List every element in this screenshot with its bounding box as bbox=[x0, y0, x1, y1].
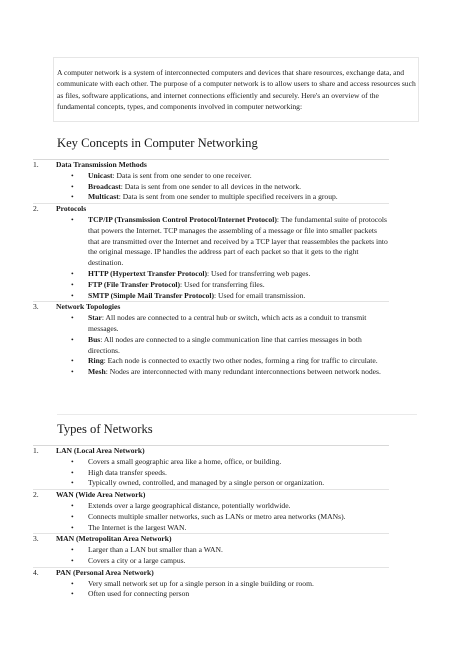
bullet-text: Often used for connecting person bbox=[88, 589, 190, 599]
bullet-text: : Used for email transmission. bbox=[214, 290, 306, 300]
bullet-text: : All nodes are connected to a single communication line that carries messages in both directions. bbox=[88, 334, 362, 355]
intro-paragraph: A computer network is a system of interconnected computers and devices that share resources, exchange data, and communicate with each other. The purpose of a computer network is to allow users to share and access resources such as files, software applications, and internet connections efficiently and securely. Here's an overview of the fundamental concepts, types, and components involved in computer networking: bbox=[57, 68, 416, 112]
item-title: MAN (Metropolitan Area Network) bbox=[56, 534, 172, 544]
item-number: 2. bbox=[33, 490, 39, 500]
bullet-item bbox=[69, 556, 389, 567]
item-title: Network Topologies bbox=[56, 302, 121, 312]
item-number: 4. bbox=[33, 567, 39, 577]
bullet-text: Very small network set up for a single person in a single building or room. bbox=[88, 578, 314, 588]
item-title: WAN (Wide Area Network) bbox=[56, 490, 146, 500]
bullet-term: Mesh bbox=[88, 367, 106, 377]
numbered-item bbox=[33, 203, 389, 301]
bullet-icon: • bbox=[71, 578, 74, 588]
bullet-term: HTTP (Hypertext Transfer Protocol) bbox=[88, 268, 208, 278]
bullet-text: Extends over a large geographical distance, potentially worldwide. bbox=[88, 500, 291, 510]
bullet-text: Covers a city or a large campus. bbox=[88, 555, 186, 565]
bullet-list bbox=[33, 313, 389, 378]
item-number: 3. bbox=[33, 302, 39, 312]
numbered-item bbox=[33, 445, 389, 489]
numbered-item bbox=[33, 301, 389, 378]
key-concepts-list bbox=[33, 159, 389, 378]
bullet-item bbox=[69, 356, 389, 367]
bullet-item bbox=[69, 182, 389, 193]
heading-key-concepts: Key Concepts in Computer Networking bbox=[57, 136, 258, 150]
item-number: 1. bbox=[33, 160, 39, 169]
bullet-text: : The fundamental suite of protocols that powers the Internet. TCP manages the assembling of a message or file into smaller packets that are transmitted over the Internet and received by a TCP layer that reassembles the packets into the original message. IP handles the address part of each packet so that it gets to the right destination. bbox=[88, 214, 388, 268]
bullet-text: : Nodes are interconnected with many redundant interconnections between network nodes. bbox=[105, 367, 381, 377]
bullet-term: TCP/IP (Transmission Control Protocol/Internet Protocol) bbox=[88, 214, 277, 224]
bullet-icon: • bbox=[71, 192, 74, 202]
bullet-item bbox=[69, 291, 389, 302]
bullet-text: Connects multiple smaller networks, such as LANs or metro area networks (MANs). bbox=[88, 511, 346, 521]
bullet-item bbox=[69, 367, 389, 378]
bullet-list bbox=[33, 215, 389, 301]
bullet-icon: • bbox=[71, 268, 74, 278]
bullet-text: : Data is sent from one sender to all devices in the network. bbox=[120, 181, 302, 191]
bullet-term: Bus bbox=[88, 334, 101, 344]
bullet-list bbox=[33, 171, 389, 203]
bullet-list bbox=[33, 545, 389, 567]
bullet-icon: • bbox=[71, 170, 74, 180]
bullet-item bbox=[69, 171, 389, 182]
bullet-item bbox=[69, 523, 389, 534]
bullet-icon: • bbox=[71, 367, 74, 377]
numbered-item bbox=[33, 489, 389, 533]
bullet-icon: • bbox=[71, 589, 74, 599]
bullet-icon: • bbox=[71, 313, 74, 323]
bullet-icon: • bbox=[71, 522, 74, 532]
bullet-icon: • bbox=[71, 290, 74, 300]
item-number: 2. bbox=[33, 204, 39, 214]
bullet-list bbox=[33, 457, 389, 489]
bullet-icon: • bbox=[71, 545, 74, 555]
bullet-text: : All nodes are connected to a central hub or switch, which acts as a conduit to transmit messages. bbox=[88, 313, 367, 333]
bullet-icon: • bbox=[71, 478, 74, 488]
bullet-text: : Used for transferring files. bbox=[180, 279, 265, 289]
bullet-item bbox=[69, 457, 389, 468]
bullet-item bbox=[69, 313, 389, 335]
bullet-term: Multicast bbox=[88, 192, 119, 202]
bullet-text: Typically owned, controlled, and managed by a single person or organization. bbox=[88, 478, 325, 488]
bullet-term: Unicast bbox=[88, 170, 113, 180]
bullet-term: SMTP (Simple Mail Transfer Protocol) bbox=[88, 290, 214, 300]
bullet-term: Ring bbox=[88, 356, 104, 366]
bullet-item bbox=[69, 192, 389, 203]
bullet-icon: • bbox=[71, 500, 74, 510]
heading-types-of-networks: Types of Networks bbox=[57, 422, 153, 436]
bullet-icon: • bbox=[71, 555, 74, 565]
bullet-item bbox=[69, 579, 389, 590]
bullet-icon: • bbox=[71, 334, 74, 344]
bullet-icon: • bbox=[71, 214, 74, 224]
bullet-text: : Data is sent from one sender to multiple specified receivers in a group. bbox=[118, 192, 338, 202]
item-title: Protocols bbox=[56, 204, 87, 214]
item-title: LAN (Local Area Network) bbox=[56, 446, 145, 455]
bullet-icon: • bbox=[71, 511, 74, 521]
bullet-text: : Data is sent from one sender to one receiver. bbox=[112, 170, 252, 180]
bullet-item bbox=[69, 512, 389, 523]
bullet-item bbox=[69, 545, 389, 556]
bullet-text: : Used for transferring web pages. bbox=[207, 268, 311, 278]
bullet-text: Covers a small geographic area like a home, office, or building. bbox=[88, 456, 282, 466]
bullet-icon: • bbox=[71, 181, 74, 191]
item-title: PAN (Personal Area Network) bbox=[56, 567, 154, 577]
bullet-term: Star bbox=[88, 313, 102, 323]
section-divider bbox=[57, 414, 417, 415]
bullet-icon: • bbox=[71, 456, 74, 466]
bullet-icon: • bbox=[71, 279, 74, 289]
bullet-list bbox=[33, 501, 389, 533]
bullet-icon: • bbox=[71, 467, 74, 477]
bullet-item bbox=[69, 335, 389, 357]
item-number: 3. bbox=[33, 534, 39, 544]
bullet-item bbox=[69, 269, 389, 280]
bullet-text: The Internet is the largest WAN. bbox=[88, 522, 187, 532]
bullet-text: Larger than a LAN but smaller than a WAN. bbox=[88, 545, 223, 555]
item-title: Data Transmission Methods bbox=[56, 160, 147, 169]
network-types-list bbox=[33, 445, 389, 600]
bullet-icon: • bbox=[71, 356, 74, 366]
bullet-item bbox=[69, 501, 389, 512]
bullet-term: FTP (File Transfer Protocol) bbox=[88, 279, 181, 289]
bullet-item bbox=[69, 280, 389, 291]
numbered-item bbox=[33, 159, 389, 203]
bullet-text: : Each node is connected to exactly two other nodes, forming a ring for traffic to circulate. bbox=[103, 356, 378, 366]
numbered-item bbox=[33, 533, 389, 566]
bullet-item bbox=[69, 468, 389, 479]
bullet-text: High data transfer speeds. bbox=[88, 467, 167, 477]
bullet-item bbox=[69, 215, 389, 269]
bullet-item bbox=[69, 589, 389, 600]
numbered-item bbox=[33, 567, 389, 600]
bullet-item bbox=[69, 478, 389, 489]
bullet-term: Broadcast bbox=[88, 181, 121, 191]
item-number: 1. bbox=[33, 446, 39, 455]
bullet-list bbox=[33, 579, 389, 601]
